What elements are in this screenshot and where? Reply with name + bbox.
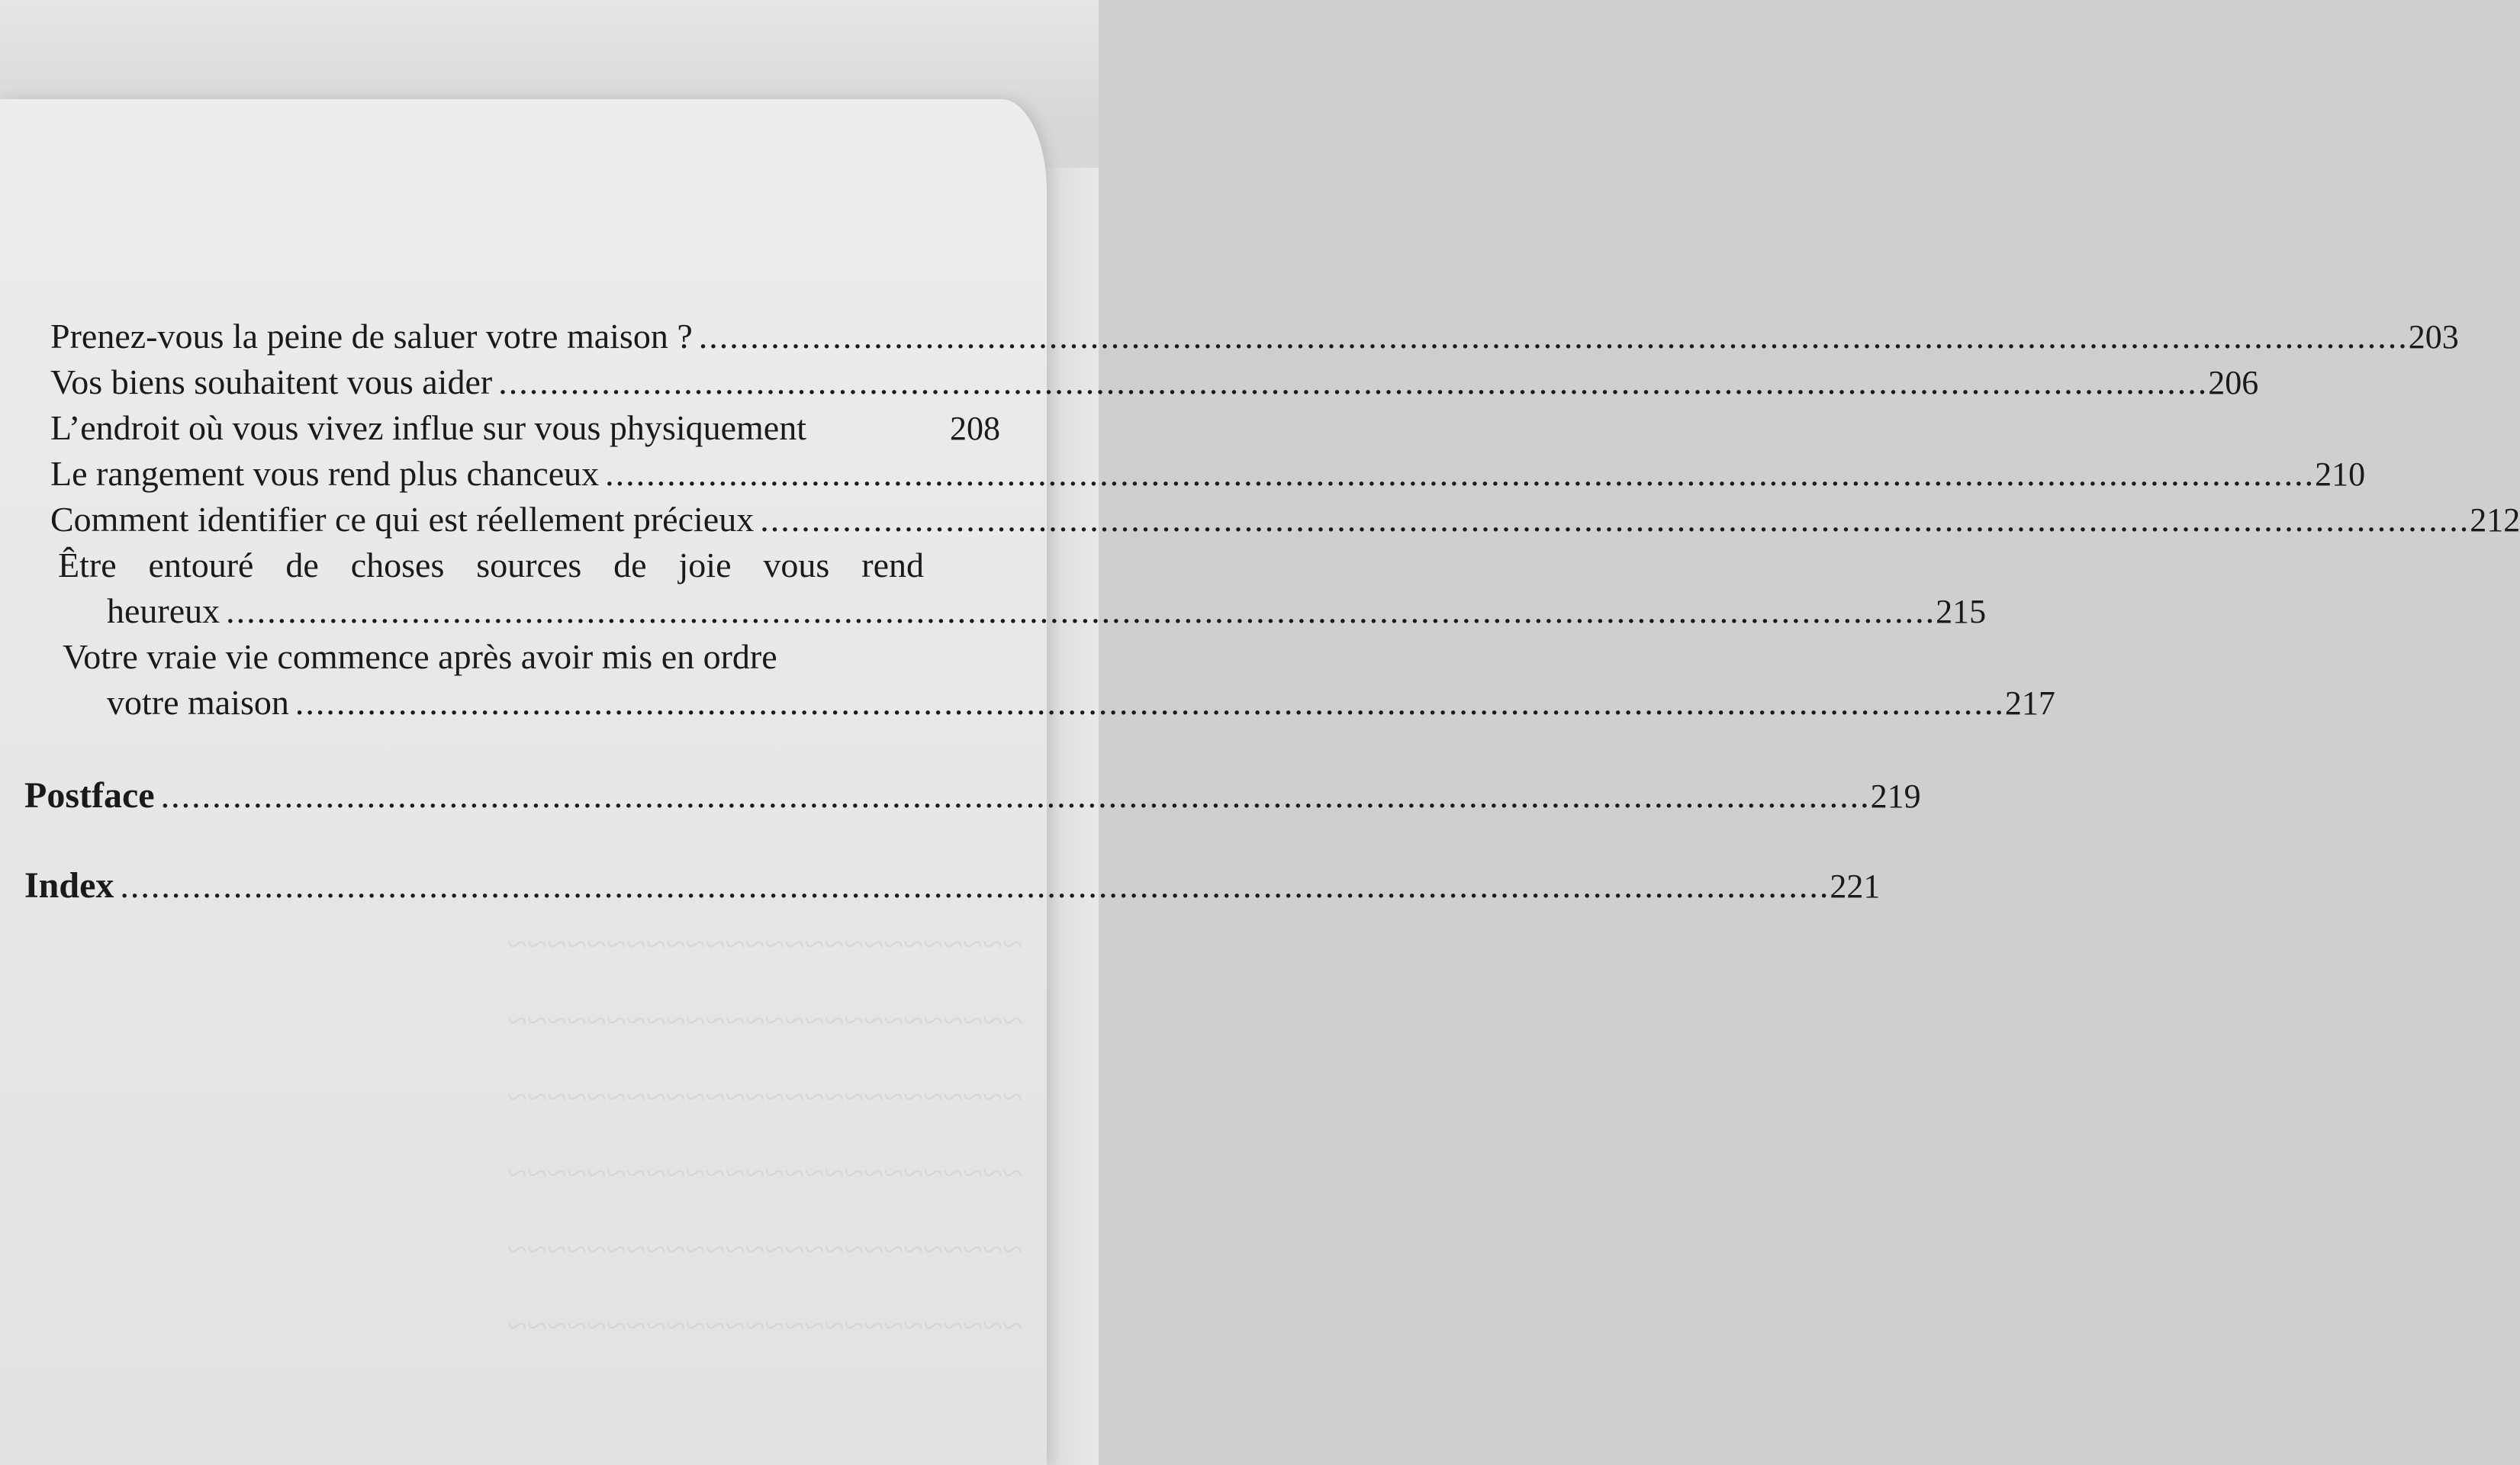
toc-entry-title-line2: votre maison: [107, 683, 289, 722]
toc-entry-title: Index: [24, 865, 114, 906]
leader-dots: ......................................................................................................................................................................: [498, 362, 2209, 401]
toc-entry-page: 217: [2004, 684, 2055, 722]
toc-entry-title: Postface: [24, 775, 155, 816]
leader-dots: ......................................................................................................................................................................: [120, 866, 1830, 905]
leader-dots: ......................................................................................................................................................................: [605, 454, 2316, 493]
toc-entry-postface: [24, 774, 1921, 818]
toc-entry-title: Prenez-vous la peine de saluer votre maison ?: [50, 317, 693, 356]
book-page: [0, 99, 2520, 1465]
leader-dots: ......................................................................................................................................................................: [294, 683, 2005, 722]
bleed-line: ~~~~~~~~~~~~~~~~~~~~~~~~~~: [507, 1077, 1022, 1117]
toc-entry-title-line1: Être entouré de choses sources de joie vous rend: [58, 546, 924, 584]
bleed-line: ~~~~~~~~~~~~~~~~~~~~~~~~~~: [507, 924, 1022, 964]
toc-entry-page: 203: [2408, 318, 2459, 356]
toc-entry-page: 208: [950, 410, 1000, 447]
toc-entry: [50, 497, 2520, 542]
toc-entry-page: 212: [2470, 501, 2520, 539]
toc-entry-title: Le rangement vous rend plus chanceux: [50, 454, 600, 493]
toc-entry-page: 206: [2208, 364, 2259, 401]
toc-entry: [50, 314, 2459, 359]
bleed-line: ~~~~~~~~~~~~~~~~~~~~~~~~~~: [507, 1153, 1022, 1193]
toc-entry-title: Vos biens souhaitent vous aider: [50, 362, 493, 401]
toc-entry-title: L’endroit où vous vivez influe sur vous physiquement: [50, 408, 806, 447]
toc-entry-page: 210: [2315, 456, 2366, 493]
leader-dots: ......................................................................................................................................................................: [698, 317, 2409, 356]
toc-entry: [50, 360, 2259, 404]
leader-dots: ......................................................................................................................................................................: [760, 500, 2470, 539]
toc-entry-page: 215: [1936, 593, 1987, 630]
toc-entry: [50, 452, 2366, 496]
bleed-line: ~~~~~~~~~~~~~~~~~~~~~~~~~~: [507, 1000, 1022, 1041]
toc-entry-page: 219: [1870, 778, 1921, 815]
bleed-line: ~~~~~~~~~~~~~~~~~~~~~~~~~~: [507, 1306, 1022, 1346]
toc-entry-page: 221: [1830, 868, 1881, 905]
table-of-contents: [0, 99, 2520, 1465]
toc-entry-title-line2: heureux: [107, 591, 220, 630]
leader-dots: ......................................................................................................................................................................: [226, 591, 1936, 630]
toc-entry-title: Comment identifier ce qui est réellement précieux: [50, 500, 755, 539]
toc-entry: [107, 681, 2055, 725]
toc-entry: [107, 589, 1987, 633]
toc-entry-title-line1: Votre vraie vie commence après avoir mis en ordre: [63, 637, 777, 676]
toc-entry-index: [24, 864, 1881, 908]
toc-entry: [50, 406, 1000, 450]
bleed-line: ~~~~~~~~~~~~~~~~~~~~~~~~~~: [507, 1229, 1022, 1270]
leader-dots: ......................................................................................................................................................................: [160, 776, 1871, 815]
